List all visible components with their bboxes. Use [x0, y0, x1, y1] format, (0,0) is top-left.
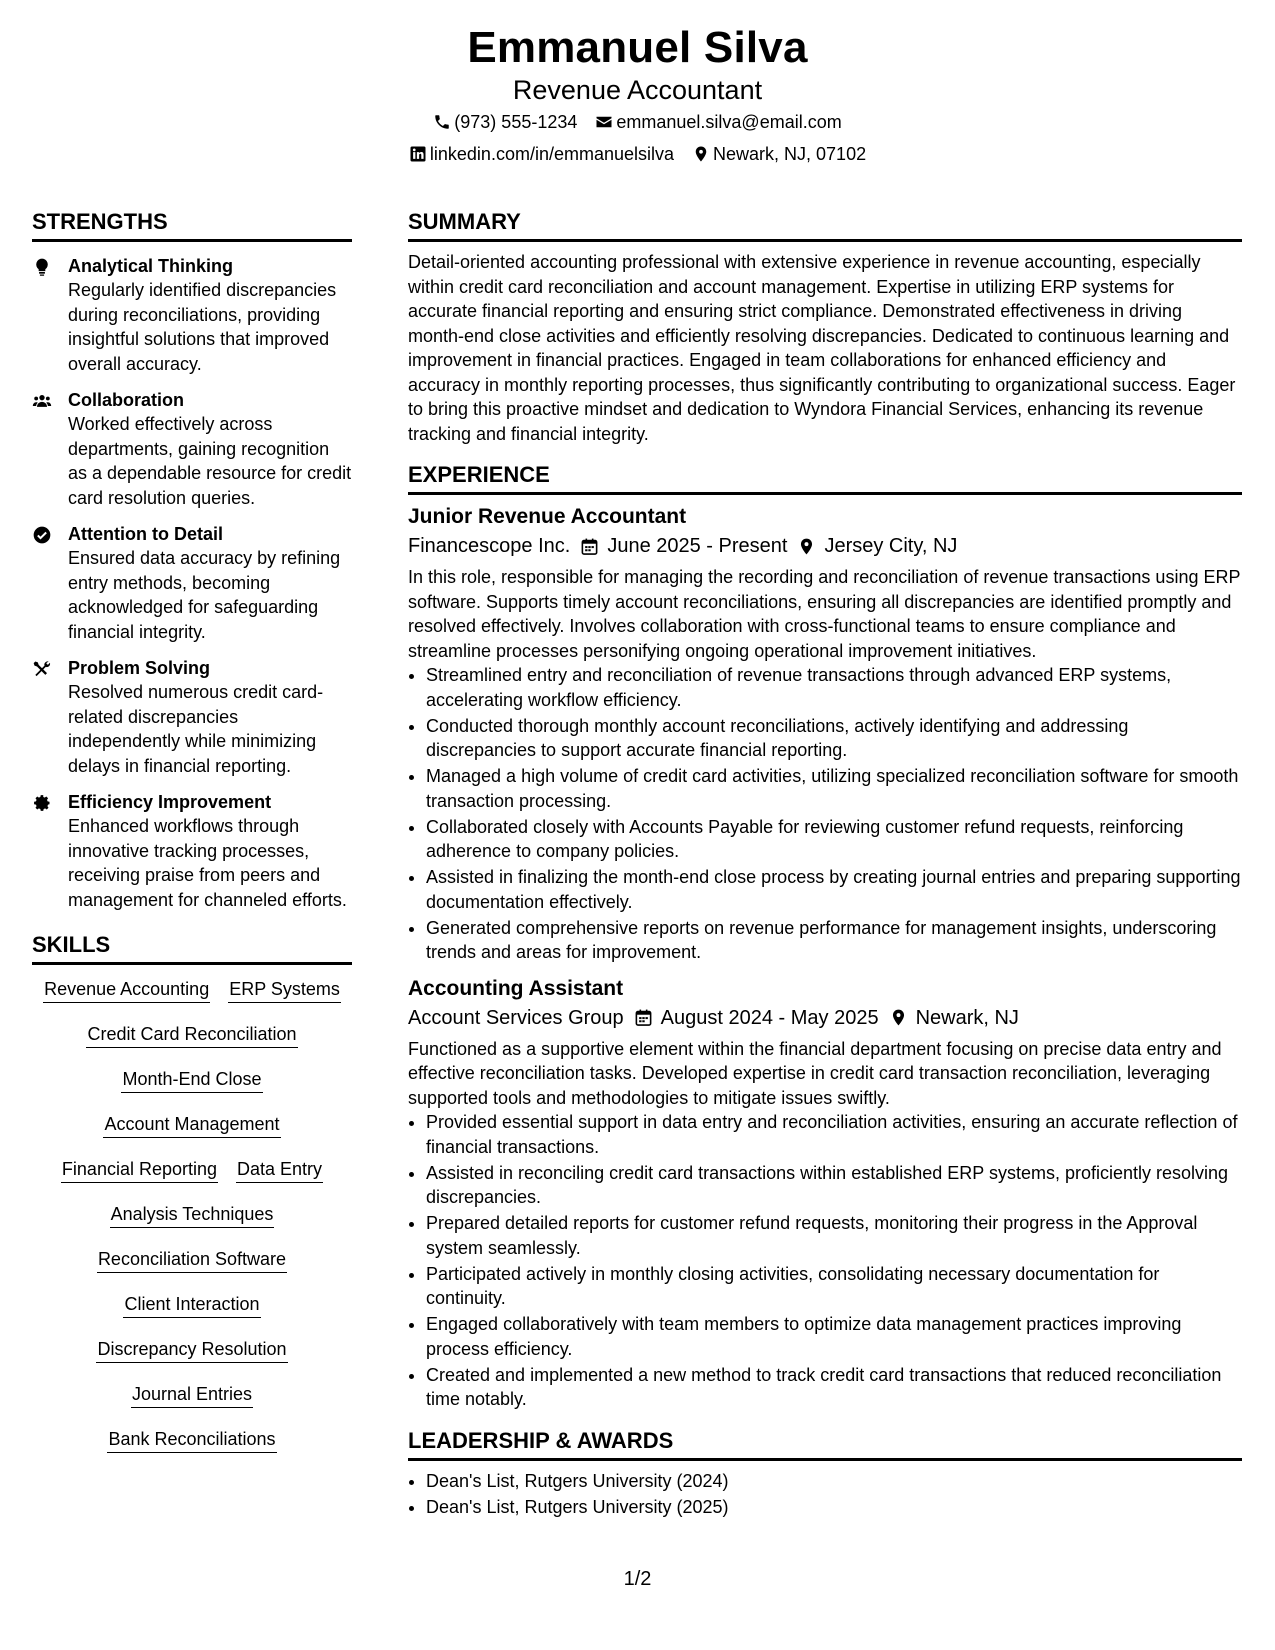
- linkedin-contact[interactable]: [409, 138, 674, 170]
- skill-row: [32, 1112, 352, 1138]
- strength-title: Collaboration: [68, 390, 184, 410]
- candidate-title: Revenue Accountant: [512, 75, 763, 105]
- skill-tag: Revenue Accounting: [43, 977, 210, 1003]
- candidate-name: Emmanuel Silva: [467, 23, 808, 72]
- skill-row: [32, 1067, 352, 1093]
- bullet-item: • Engaged collaboratively with team members to optimize data management practices improving process efficiency.: [426, 1312, 1242, 1361]
- skill-tag: Bank Reconciliations: [107, 1427, 276, 1453]
- skill-tag: Analysis Techniques: [110, 1202, 275, 1228]
- bullet-item: • Participated actively in monthly closing activities, consolidating necessary documentation for continuity.: [426, 1262, 1242, 1311]
- skill-tag: Financial Reporting: [61, 1157, 218, 1183]
- strengths-list: [32, 250, 352, 912]
- job-bullets: [408, 663, 1242, 965]
- strength-title: Problem Solving: [68, 658, 211, 678]
- job-location-item: [889, 1003, 1019, 1033]
- strength-title: Efficiency Improvement: [68, 792, 272, 812]
- strength-description: Worked effectively across departments, gaining recognition as a dependable resource for credit card resolution queries.: [68, 414, 352, 508]
- bullet-item: • Collaborated closely with Accounts Payable for reviewing customer refund requests, reinforcing adherence to company policies.: [426, 815, 1242, 864]
- job-entry: [408, 503, 1242, 965]
- job-location: Newark, NJ: [915, 1006, 1019, 1029]
- job-company: Account Services Group: [408, 1006, 624, 1029]
- location-text: Newark, NJ, 07102: [713, 144, 867, 164]
- skill-row: [32, 1292, 352, 1318]
- skill-tag: Journal Entries: [131, 1382, 253, 1408]
- awards-list: [408, 1469, 1242, 1520]
- left-column: [32, 207, 352, 1472]
- bullet-item: • Managed a high volume of credit card activities, utilizing specialized reconciliation software for smooth transaction processing.: [426, 764, 1242, 813]
- skill-row: [32, 1337, 352, 1363]
- summary-heading: SUMMARY: [408, 207, 1242, 242]
- summary-text: Detail-oriented accounting professional with extensive experience in revenue accounting, especially within credit card reconciliation and account management. Expertise in utilizing ERP systems for accurate financial reporting and ensuring strict compliance. Demonstrated effectiveness in driving month-end close activities and efficiently resolving discrepancies. Dedicated to continuous learning and improvement in financial practices. Engaged in team collaborations for enhanced efficiency and accuracy in monthly reporting processes, thus significantly contributing to organizational success. Eager to bring this proactive mindset and dedication to Wyndora Financial Services, enhancing its revenue tracking and financial integrity.: [408, 252, 1236, 444]
- strength-item: [32, 388, 352, 510]
- skill-row: [32, 1427, 352, 1453]
- job-dates: August 2024 - May 2025: [660, 1006, 879, 1029]
- strength-description: Enhanced workflows through innovative tracking processes, receiving praise from peers and management for channeled efforts.: [68, 816, 347, 910]
- awards-heading: LEADERSHIP & AWARDS: [408, 1426, 1242, 1461]
- job-dates: June 2025 - Present: [607, 535, 788, 557]
- skill-tag: Client Interaction: [123, 1292, 260, 1318]
- job-description: In this role, responsible for managing the recording and reconciliation of revenue transactions using ERP software. Supports timely account reconciliations, ensuring all discrepancies are identified promptly and resolved effectively. Involves collaboration with cross-functional teams to ensure compliance and streamline processes personifying ongoing operational improvement initiatives.: [408, 567, 1241, 661]
- calendar-icon: [580, 537, 599, 556]
- skill-tag: Discrepancy Resolution: [96, 1337, 287, 1363]
- skill-tag: Data Entry: [236, 1157, 323, 1183]
- email-text[interactable]: emmanuel.silva@email.com: [616, 112, 842, 132]
- strength-description: Resolved numerous credit card-related discrepancies independently while minimizing delays in financial reporting.: [68, 682, 324, 776]
- page-number: 1/2: [623, 1568, 652, 1590]
- skill-tag: Account Management: [103, 1112, 280, 1138]
- strength-item: [32, 656, 352, 778]
- bullet-item: • Assisted in finalizing the month-end close process by creating journal entries and preparing supporting documentation effectively.: [426, 865, 1242, 914]
- experience-heading: EXPERIENCE: [408, 460, 1242, 495]
- job-title: Accounting Assistant: [408, 976, 624, 1000]
- job-description: Functioned as a supportive element within the financial department focusing on precise data entry and effective reconciliation tasks. Developed expertise in credit card transaction reconciliation, leveraging supported tools and methodologies to mitigate issues swiftly.: [408, 1038, 1222, 1108]
- bullet-item: • Streamlined entry and reconciliation of revenue transactions through advanced ERP systems, accelerating workflow efficiency.: [426, 663, 1242, 712]
- job-location-item: [797, 531, 957, 561]
- skill-row: [32, 1157, 352, 1183]
- job-dates-item: [580, 531, 787, 561]
- map-pin-icon: [797, 537, 816, 556]
- bullet-item: • Prepared detailed reports for customer refund requests, monitoring their progress in the Approval system seamlessly.: [426, 1211, 1242, 1260]
- skill-row: [32, 1382, 352, 1408]
- job-location: Jersey City, NJ: [824, 535, 958, 557]
- lightbulb-icon: [32, 257, 52, 277]
- bullet-item: • Provided essential support in data entry and reconciliation activities, ensuring an accurate reflection of financial transactions.: [426, 1110, 1242, 1159]
- job-meta: [408, 531, 1242, 561]
- email-contact[interactable]: [595, 106, 841, 138]
- phone-icon: [433, 113, 451, 131]
- strength-description: Ensured data accuracy by refining entry methods, becoming acknowledged for safeguarding financial integrity.: [68, 548, 341, 642]
- job-bullets: [408, 1110, 1242, 1412]
- skill-row: [32, 1202, 352, 1228]
- bullet-item: • Assisted in reconciling credit card transactions within established ERP systems, proficiently resolving discrepancies.: [426, 1161, 1242, 1210]
- phone-contact: [433, 106, 577, 138]
- award-item: • Dean's List, Rutgers University (2025): [426, 1495, 1242, 1520]
- strength-title: Analytical Thinking: [68, 256, 234, 276]
- contact-row-2: [0, 138, 1275, 170]
- map-pin-icon: [889, 1008, 908, 1027]
- job-meta: [408, 1003, 1242, 1033]
- bullet-item: • Generated comprehensive reports on revenue performance for management insights, underscoring trends and areas for improvement.: [426, 916, 1242, 965]
- check-circle-icon: [32, 525, 52, 545]
- skill-tag: Credit Card Reconciliation: [86, 1022, 297, 1048]
- strength-description: Regularly identified discrepancies during reconciliations, providing insightful solutions that improved overall accuracy.: [68, 280, 337, 374]
- job-company: Financescope Inc.: [408, 535, 571, 557]
- linkedin-icon: [409, 145, 427, 163]
- job-dates-item: [634, 1003, 879, 1033]
- gear-icon: [32, 793, 52, 813]
- bullet-item: • Conducted thorough monthly account reconciliations, actively identifying and addressing discrepancies to support accurate financial reporting.: [426, 714, 1242, 763]
- skills-list: [32, 973, 352, 1453]
- right-column: [408, 207, 1242, 1521]
- skill-row: [32, 977, 352, 1003]
- strength-item: [32, 254, 352, 376]
- skills-heading: SKILLS: [32, 930, 352, 965]
- calendar-icon: [634, 1008, 653, 1027]
- map-pin-icon: [692, 145, 710, 163]
- skill-row: [32, 1247, 352, 1273]
- skill-tag: ERP Systems: [228, 977, 341, 1003]
- contact-row-1: [0, 106, 1275, 138]
- tools-icon: [32, 659, 52, 679]
- job-title: Junior Revenue Accountant: [408, 505, 687, 528]
- resume-header: [0, 22, 1275, 170]
- strengths-heading: STRENGTHS: [32, 207, 352, 242]
- location-contact: [692, 138, 866, 170]
- skill-row: [32, 1022, 352, 1048]
- strength-item: [32, 790, 352, 912]
- bullet-item: • Created and implemented a new method to track credit card transactions that reduced reconciliation time notably.: [426, 1363, 1242, 1412]
- strength-item: [32, 522, 352, 644]
- envelope-icon: [595, 113, 613, 131]
- strength-title: Attention to Detail: [68, 524, 223, 544]
- phone-text: (973) 555-1234: [454, 112, 578, 132]
- award-item: • Dean's List, Rutgers University (2024): [426, 1469, 1242, 1494]
- skill-tag: Reconciliation Software: [97, 1247, 287, 1273]
- linkedin-text[interactable]: linkedin.com/in/emmanuelsilva: [429, 144, 675, 164]
- users-icon: [32, 391, 52, 411]
- job-entry: [408, 975, 1242, 1412]
- skill-tag: Month-End Close: [121, 1067, 262, 1093]
